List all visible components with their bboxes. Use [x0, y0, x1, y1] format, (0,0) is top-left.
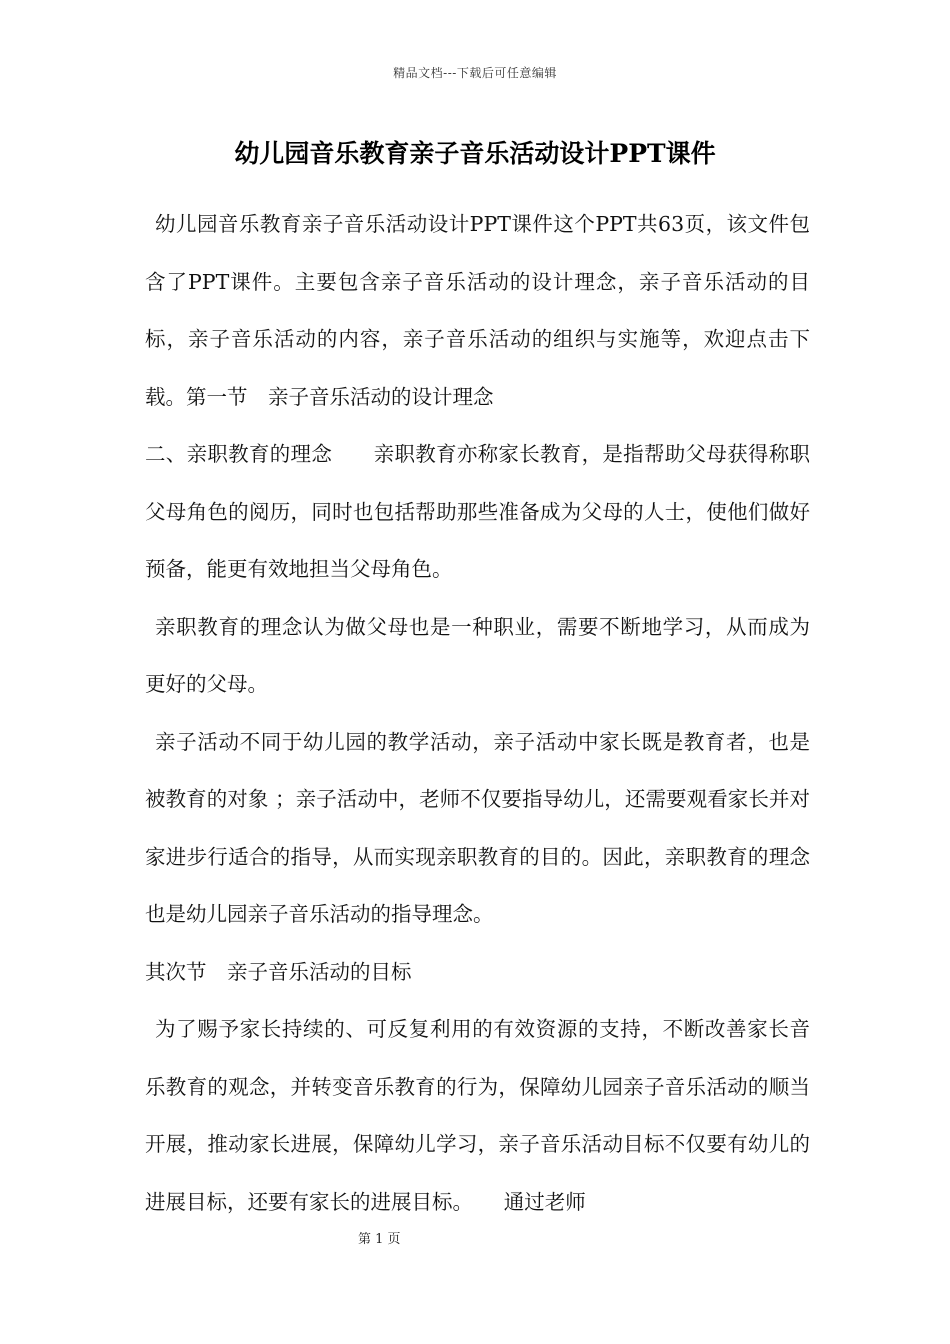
section-heading-goals: 其次节 亲子音乐活动的目标 [145, 959, 412, 984]
document-title: 幼儿园音乐教育亲子音乐活动设计PPT课件 [234, 139, 716, 168]
page-header: 精品文档---下载后可任意编辑 [393, 66, 557, 80]
paragraph-intro: 幼儿园音乐教育亲子音乐活动设计PPT课件这个PPT共63页，该文件包含了PPT课件。主要包含亲子音乐活动的设计理念，亲子音乐活动的目标，亲子音乐活动的内容，亲子音乐活动的组织与实施等，欢迎点击下载。第一节 亲子音乐活动的设计理念 [145, 212, 810, 409]
paragraph-activity-difference: 亲子活动不同于幼儿园的教学活动，亲子活动中家长既是教育者，也是被教育的对象 ；亲子活动中，老师不仅要指导幼儿，还需要观看家长并对家进步行适合的指导，从而实现亲职教育的目的。因此，亲职教育的理念也是幼儿园亲子音乐活动的指导理念。 [145, 729, 810, 926]
paragraph-parent-education: 二、亲职教育的理念 亲职教育亦称家长教育，是指帮助父母获得称职父母角色的阅历，同时也包括帮助那些准备成为父母的人士，使他们做好预备，能更有效地担当父母角色。 [145, 442, 810, 581]
document-body [145, 196, 810, 1231]
paragraph-profession: 亲职教育的理念认为做父母也是一种职业，需要不断地学习，从而成为更好的父母。 [145, 614, 810, 696]
page-number: 第 1 页 [358, 1232, 401, 1247]
paragraph-goals: 为了赐予家长持续的、可反复利用的有效资源的支持，不断改善家长音乐教育的观念，并转变音乐教育的行为，保障幼儿园亲子音乐活动的顺当开展，推动家长进展，保障幼儿学习，亲子音乐活动目标不仅要有幼儿的进展目标，还要有家长的进展目标。 通过老师 [145, 1017, 810, 1214]
